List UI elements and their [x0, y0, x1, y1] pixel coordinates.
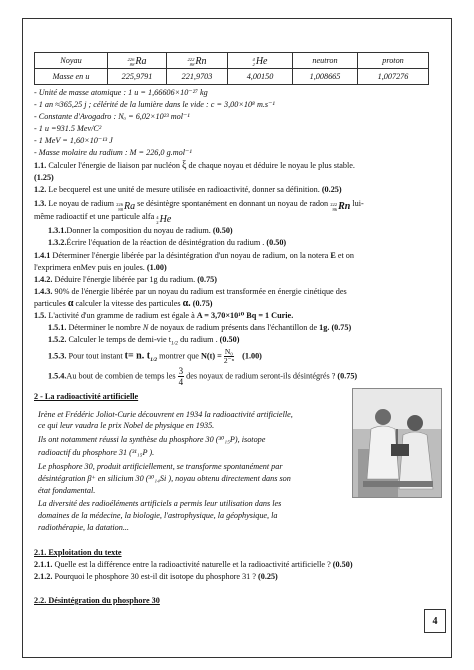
- constant-line: - 1 u =931.5 Mev/C²: [34, 124, 102, 133]
- page-number: 4: [424, 609, 446, 633]
- passage-line: La diversité des radioéléments artificiels a permis leur utilisation dans les: [38, 499, 282, 508]
- section-2-title: 2 - La radioactivité artificielle: [34, 392, 139, 401]
- question-1-2: 1.2. Le becquerel est une unité de mesure utilisée en radioactivité, donner sa définition. (0.25): [34, 185, 342, 194]
- mass-table: [34, 52, 429, 85]
- question-1-5-4: 1.5.4.Au bout de combien de temps les $\frac{3}{4}$ des noyaux de radium seront-ils désintégrés ? (0.75): [48, 366, 358, 387]
- joliot-curie-photo: [352, 388, 442, 498]
- question-1-4-3-cont: particules α calculer la vitesse des particules α. (0.75): [34, 298, 213, 309]
- table-mass-row: [35, 69, 429, 85]
- constant-line: - Masse molaire du radium : M = 226,0 g.mol⁻¹: [34, 148, 192, 157]
- question-1-1: 1.1. Calculer l'énergie de liaison par nucléon ξ de chaque noyau et déduire le noyau le plus stable.: [34, 160, 355, 171]
- mass-neutron: 1,008665: [293, 69, 358, 85]
- question-1-4-1-cont: l'exprimera enMev puis en joules. (1.00): [34, 263, 167, 272]
- passage-line: domaines de la médecine, la biologie, l'astrophysique, la géophysique, la: [38, 511, 278, 520]
- table-row-label: Masse en u: [35, 69, 108, 85]
- table-cell-rn: 222 88 Rn: [167, 53, 228, 69]
- question-1-4-1: 1.4.1 Déterminer l'énergie libérée par la désintégration d'un noyau de radium, on la notera E et on: [34, 251, 354, 260]
- constant-line: - Unité de masse atomique : 1 u = 1,66606×10⁻²⁷ kg: [34, 88, 208, 97]
- table-cell-proton: proton: [358, 53, 429, 69]
- mass-proton: 1,007276: [358, 69, 429, 85]
- question-1-3: 1.3. Le noyau de radium 226 88 Ra se désintègre spontanément en donnant un noyau de radon 222 86 Rn lui-: [34, 199, 364, 212]
- question-1-5-1: 1.5.1. Déterminer le nombre N de noyaux de radium présents dans l'échantillon de 1g. (0.75): [48, 323, 352, 332]
- question-2-1-1: 2.1.1. Quelle est la différence entre la radioactivité naturelle et la radioactivité artificielle ? (0.50): [34, 560, 353, 569]
- mass-ra: 225,9791: [108, 69, 167, 85]
- passage-line: désintégration β⁺ en silicium 30 (³⁰₁₄Si ), noyau obtenu directement dans son: [38, 474, 291, 483]
- table-cell-he: 4 2 He: [228, 53, 293, 69]
- question-1-5-3: 1.5.3. Pour tout instant t= n. $t_{1/2}$ montrer que N(t) = $\frac{\text{N₀}}{\text{2⁻ⁿ}}$ (1.00): [48, 347, 262, 365]
- passage-line: radioactif du phosphore 31 (³¹₁₅P ).: [38, 448, 155, 457]
- table-header-label: Noyau: [35, 53, 108, 69]
- table-cell-neutron: neutron: [293, 53, 358, 69]
- section-2-2-title: 2.2. Désintégration du phosphore 30: [34, 596, 160, 605]
- mass-he: 4,00150: [228, 69, 293, 85]
- section-2-1-title: 2.1. Exploitation du texte: [34, 548, 122, 557]
- constant-line: - Constante d'Avogadro : Nₐ = 6,02×10²³ mol⁻¹: [34, 112, 190, 121]
- table-header-row: [35, 53, 429, 69]
- passage-line: Ils ont notamment réussi la synthèse du phosphore 30 (³⁰₁₅P), isotope: [38, 435, 266, 444]
- question-1-4-2: 1.4.2. Déduire l'énergie libérée par 1g du radium. (0.75): [34, 275, 217, 284]
- fraction-three-quarters: $\frac{3}{4}$: [178, 366, 184, 387]
- constant-line: - 1 MeV = 1,60×10⁻¹³ J: [34, 136, 113, 145]
- passage-line: ce qui leur vaudra le prix Nobel de physique en 1935.: [38, 421, 215, 430]
- table-cell-ra: 226 88 Ra: [108, 53, 167, 69]
- passage-line: état fondamental.: [38, 486, 96, 495]
- passage-line: Le phosphore 30, produit artificiellement, se transforme spontanément par: [38, 462, 283, 471]
- question-1-3-cont: même radioactif et une particule alfa 4 2 He: [34, 212, 172, 225]
- question-1-3-1: 1.3.1.Donner la composition du noyau de radium. (0.50): [48, 226, 233, 235]
- passage-line: radiothérapie, la datation...: [38, 523, 129, 532]
- question-2-1-2: 2.1.2. Pourquoi le phosphore 30 est-il dit isotope du phosphore 31 ? (0.25): [34, 572, 278, 581]
- question-1-5-2: 1.5.2. Calculer le temps de demi-vie $t_{1/2}$ du radium . (0.50): [48, 335, 240, 347]
- question-1-4-3: 1.4.3. 90% de l'énergie libérée par un noyau du radium est transformée en énergie cinétique des: [34, 287, 347, 296]
- constant-line: - 1 an ≈365,25 j ; célérité de la lumière dans le vide : c = 3,00×10⁸ m.s⁻¹: [34, 100, 275, 109]
- passage-line: Irène et Frédéric Joliot-Curie découvrent en 1934 la radioactivité artificielle,: [38, 410, 293, 419]
- photo-illustration: [353, 389, 442, 498]
- mass-rn: 221,9703: [167, 69, 228, 85]
- points-1-1: (1.25): [34, 173, 54, 182]
- fraction-n0: $\frac{\text{N₀}}{\text{2⁻ⁿ}}$: [223, 347, 234, 365]
- question-1-3-2: 1.3.2.Écrire l'équation de la réaction de désintégration du radium . (0.50): [48, 238, 287, 247]
- question-1-5: 1.5. L'activité d'un gramme de radium est égale à A = 3,70×10¹⁰ Bq = 1 Curie.: [34, 311, 294, 320]
